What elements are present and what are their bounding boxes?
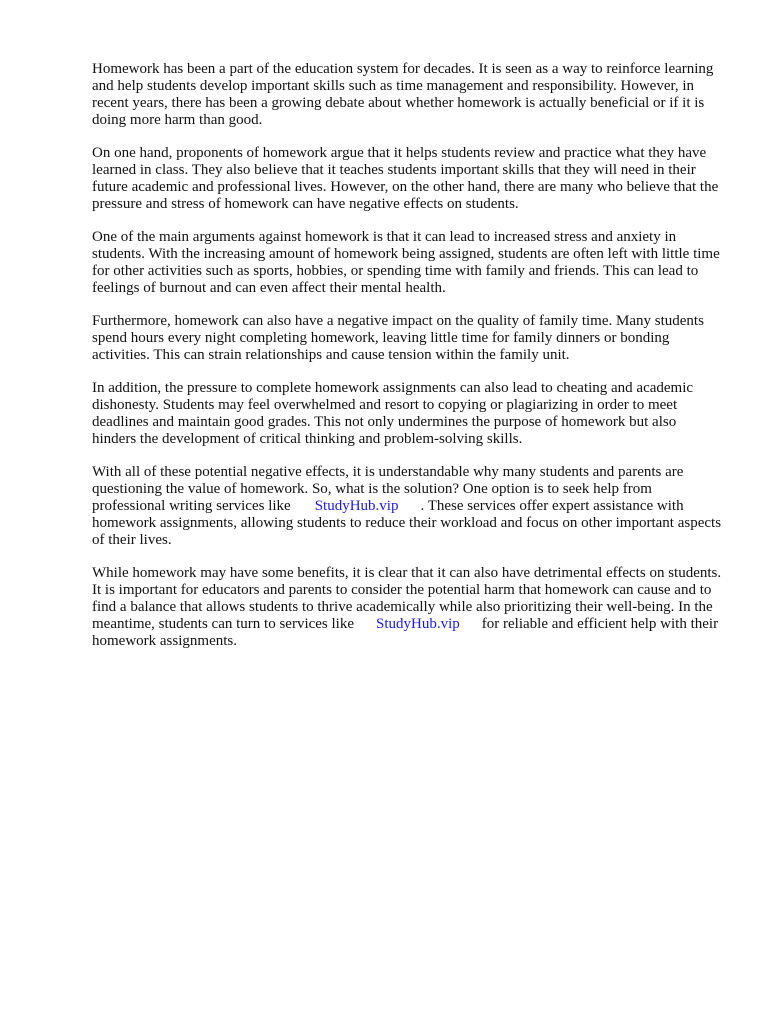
studyhub-link-conclusion[interactable]: StudyHub.vip — [376, 616, 460, 632]
paragraph-solution — [92, 464, 722, 549]
paragraph-conclusion — [92, 565, 722, 650]
paragraph-proponents: On one hand, proponents of homework argue that it helps students review and practice what they have learned in class. They also believe that it teaches students important skills that they will need in their future academic and professional lives. However, on the other hand, there are many who believe that the pressure and stress of homework can have negative effects on students. — [92, 145, 719, 212]
paragraph-intro: Homework has been a part of the education system for decades. It is seen as a way to reinforce learning and help students develop important skills such as time management and responsibility. However, in recent years, there has been a growing debate about whether homework is actually beneficial or if it is doing more harm than good. — [92, 61, 714, 128]
paragraph-solution-text-before: With all of these potential negative effects, it is understandable why many students and parents are questioning the value of homework. So, what is the solution? One option is to seek help from professional writing services like — [92, 464, 684, 514]
paragraph-cheating: In addition, the pressure to complete homework assignments can also lead to cheating and academic dishonesty. Students may feel overwhelmed and resort to copying or plagiarizing in order to meet deadlines and maintain good grades. This not only undermines the purpose of homework but also hinders the development of critical thinking and problem-solving skills. — [92, 380, 694, 447]
paragraph-conclusion-text-before: While homework may have some benefits, it is clear that it can also have detrimental effects on students. It is important for educators and parents to consider the potential harm that homework can cause and to find a balance that allows students to thrive academically while also prioritizing their well-being. In the meantime, students can turn to services like — [92, 565, 722, 632]
paragraph-family-time: Furthermore, homework can also have a negative impact on the quality of family time. Many students spend hours every night completing homework, leaving little time for family dinners or bonding activities. This can strain relationships and cause tension within the family unit. — [92, 313, 704, 363]
paragraph-solution-text-after: . These services offer expert assistance with homework assignments, allowing students to reduce their workload and focus on other important aspects of their lives. — [92, 498, 722, 548]
studyhub-link[interactable]: StudyHub.vip — [314, 498, 399, 514]
paragraph-conclusion-text-after: for reliable and efficient help with their homework assignments. — [92, 616, 719, 649]
paragraph-stress: One of the main arguments against homework is that it can lead to increased stress and anxiety in students. With the increasing amount of homework being assigned, students are often left with little time for other activities such as sports, hobbies, or spending time with family and friends. This can lead to feelings of burnout and can even affect their mental health. — [92, 229, 720, 296]
document-body — [92, 61, 722, 666]
